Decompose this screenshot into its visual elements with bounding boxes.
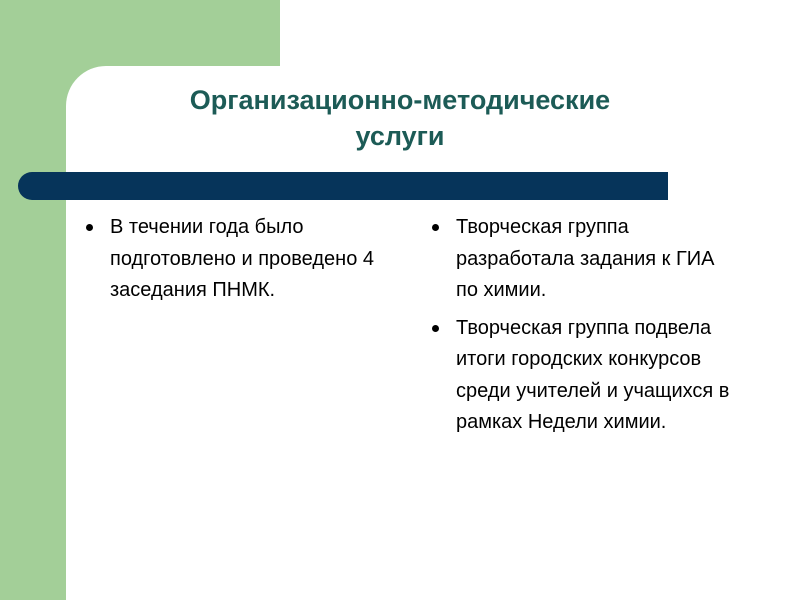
left-bullet-list bbox=[84, 212, 384, 313]
background-left-strip bbox=[0, 0, 66, 600]
list-item-text: Творческая группа подвела итоги городских конкурсов среди учителей и учащихся в рамках Недели химии. bbox=[456, 316, 730, 433]
list-item-text: В течении года было подготовлено и проведено 4 заседания ПНМК. bbox=[110, 216, 374, 301]
bullet-icon bbox=[432, 325, 439, 332]
list-item bbox=[430, 212, 730, 307]
title-underline-bar bbox=[18, 172, 668, 200]
list-item-text: Творческая группа разработала задания к ГИА по химии. bbox=[456, 216, 715, 301]
list-item bbox=[84, 212, 384, 307]
list-item bbox=[430, 313, 730, 439]
slide-title-line2: услуги bbox=[355, 121, 445, 151]
right-bullet-list bbox=[430, 212, 730, 445]
slide-title-line1: Организационно-методические bbox=[189, 85, 611, 115]
slide-title bbox=[100, 82, 700, 154]
bullet-icon bbox=[86, 224, 93, 231]
bullet-icon bbox=[432, 224, 439, 231]
